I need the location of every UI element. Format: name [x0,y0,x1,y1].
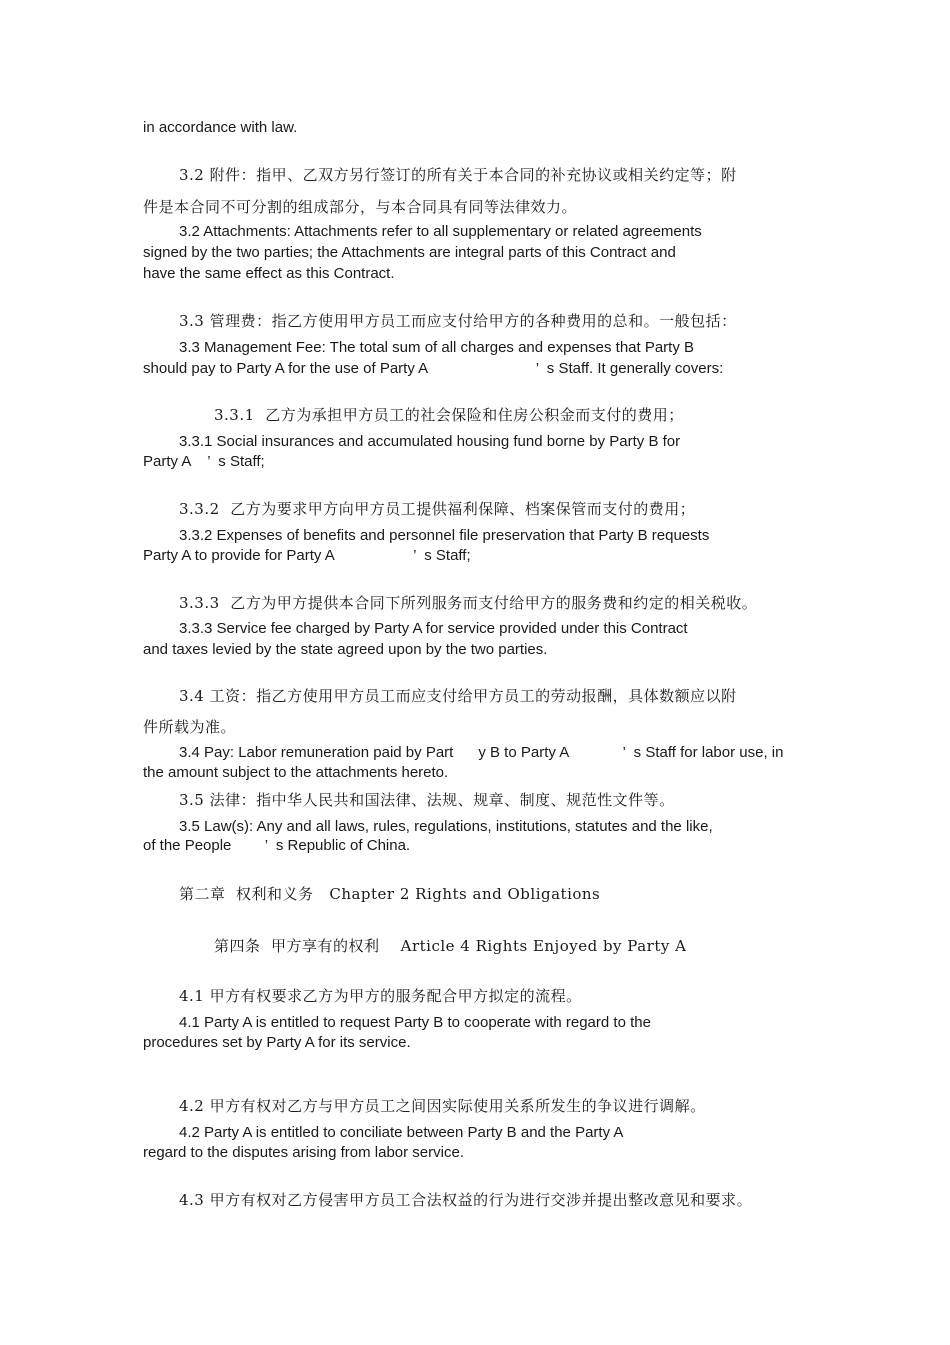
text-line: 3.3.3 Service fee charged by Party A for service provided under this Contract [179,620,688,637]
chapter-heading: 第二章 权利和义务 Chapter 2 Rights and Obligations [179,885,601,903]
text-line: 3.3.2 乙方为要求甲方向甲方员工提供福利保障、档案保管而支付的费用； [179,500,696,518]
text-line: and taxes levied by the state agreed upon by the two parties. [143,641,548,658]
text-line: the amount subject to the attachments hereto. [143,764,449,781]
text-line: 4.1 Party A is entitled to request Party B to cooperate with regard to the [179,1014,651,1031]
text-line: Party A to provide for Party A ’ s Staff; [143,547,471,564]
text-line: have the same effect as this Contract. [143,265,395,282]
text-line: regard to the disputes arising from labor service. [143,1144,464,1161]
text-line: 件是本合同不可分割的组成部分，与本合同具有同等法律效力。 [143,198,578,216]
text-line: 3.3.3 乙方为甲方提供本合同下所列服务而支付给甲方的服务费和约定的相关税收。 [179,594,758,612]
text-line: 3.5 法律：指中华人民共和国法律、法规、规章、制度、规范性文件等。 [179,791,675,809]
text-line: 3.3 Management Fee: The total sum of all charges and expenses that Party B [179,339,695,356]
text-line: 3.3 管理费：指乙方使用甲方员工而应支付给甲方的各种费用的总和。一般包括： [179,312,737,330]
text-line: of the People ’ s Republic of China. [143,837,411,854]
text-line: signed by the two parties; the Attachments are integral parts of this Contract and [143,244,676,261]
text-line: procedures set by Party A for its service. [143,1034,411,1051]
text-line: 3.2 附件：指甲、乙双方另行签订的所有关于本合同的补充协议或相关约定等；附 [179,166,737,184]
text-line: 3.4 工资：指乙方使用甲方员工而应支付给甲方员工的劳动报酬，具体数额应以附 [179,687,737,705]
article-heading: 第四条 甲方享有的权利 Article 4 Rights Enjoyed by Party A [214,937,687,955]
text-line: Party A ’ s Staff; [143,453,265,470]
text-line: should pay to Party A for the use of Party A ’ s Staff. It generally covers: [143,360,724,377]
text-line: 3.5 Law(s): Any and all laws, rules, regulations, institutions, statutes and the like, [179,818,713,835]
text-line: 件所载为准。 [143,718,237,736]
text-line: 3.4 Pay: Labor remuneration paid by Part y B to Party A ’ s Staff for labor use, in [179,744,784,761]
text-line: 3.2 Attachments: Attachments refer to all supplementary or related agreements [179,223,702,240]
text-line: 4.2 Party A is entitled to conciliate between Party B and the Party A [179,1124,624,1141]
text-line: 4.1 甲方有权要求乙方为甲方的服务配合甲方拟定的流程。 [179,987,582,1005]
text-line: 3.3.1 乙方为承担甲方员工的社会保险和住房公积金而支付的费用； [214,406,684,424]
text-line: 4.3 甲方有权对乙方侵害甲方员工合法权益的行为进行交涉并提出整改意见和要求。 [179,1191,753,1209]
text-line: 4.2 甲方有权对乙方与甲方员工之间因实际使用关系所发生的争议进行调解。 [179,1097,706,1115]
text-line: 3.3.1 Social insurances and accumulated housing fund borne by Party B for [179,433,681,450]
text-line: 3.3.2 Expenses of benefits and personnel file preservation that Party B requests [179,527,710,544]
text-line: in accordance with law. [143,119,298,136]
